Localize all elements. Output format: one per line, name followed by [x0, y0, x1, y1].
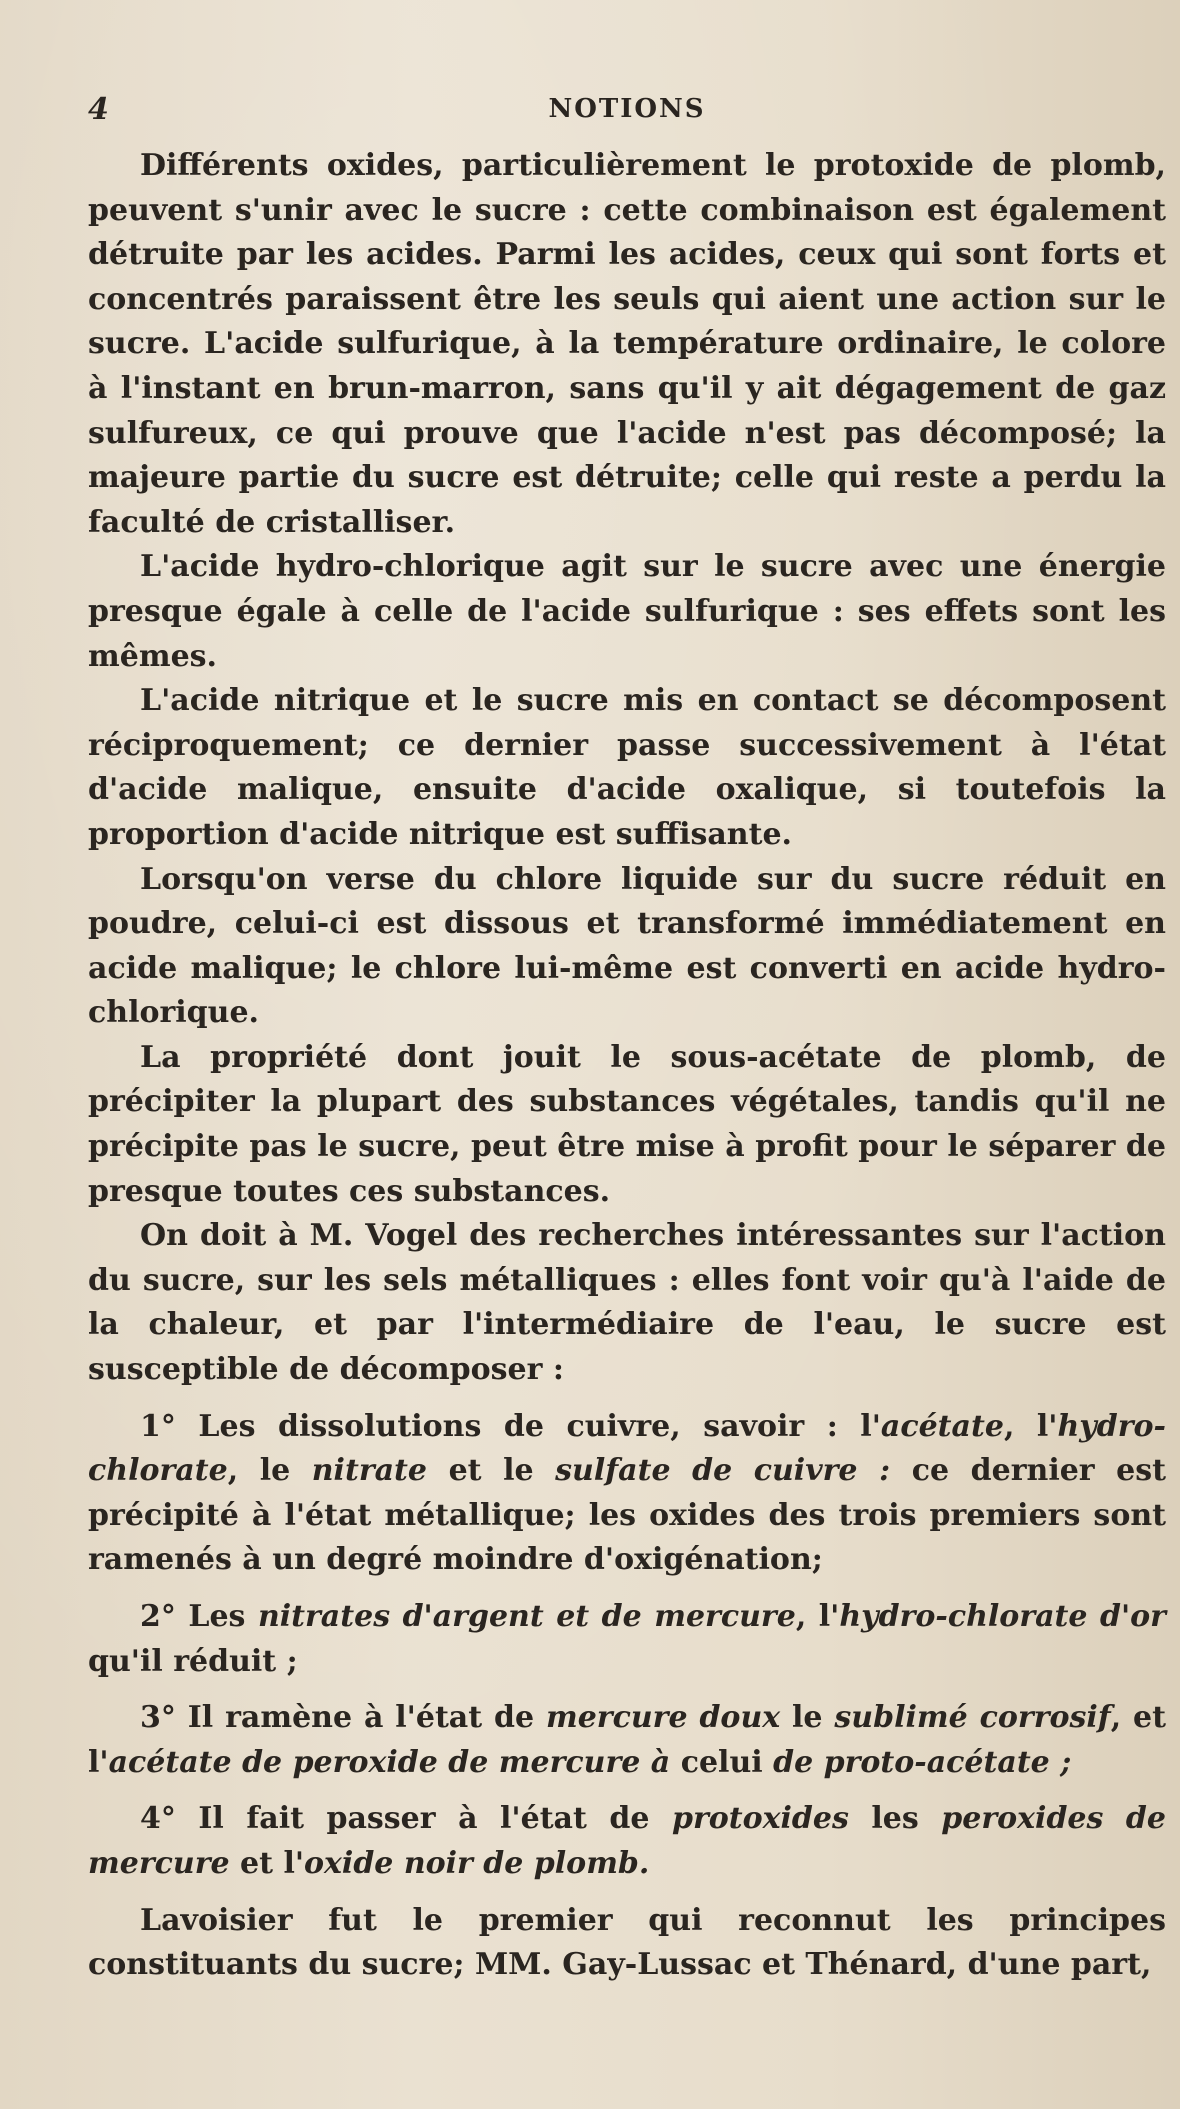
paragraph-vogel-research: On doit à M. Vogel des recherches intéressantes sur l'action du sucre, sur les sels métalliques : elles font voir qu'à l'aide de la chaleur, et par l'intermédiaire de l'eau, le sucre est susceptible de décomposer :	[88, 1218, 1166, 1388]
running-title: NOTIONS	[548, 94, 706, 124]
paragraph-oxides: Différents oxides, particulièrement le protoxide de plomb, peuvent s'unir avec le sucre : cette combinaison est également détruite par les acides. Parmi les acides, ceux qui sont forts et concentrés paraissent être les seuls qui aient une action sur le sucre. L'acide sulfurique, à la température ordinaire, le colore à l'instant en brun-marron, sans qu'il y ait dégagement de gaz sulfureux, ce qui prouve que l'acide n'est pas décomposé; la majeure partie du sucre est détruite; celle qui reste a perdu la faculté de cristalliser.	[88, 148, 1166, 540]
paragraph-hydrochloric-acid: L'acide hydro-chlorique agit sur le sucre avec une énergie presque égale à celle de l'acide sulfurique : ses effets sont les mêmes.	[88, 549, 1166, 674]
paragraph-chlorine: Lorsqu'on verse du chlore liquide sur du sucre réduit en poudre, celui-ci est dissous et transformé immédiatement en acide malique; le chlore lui-même est converti en acide hydro-chlorique.	[88, 861, 1166, 1031]
page-number: 4	[88, 92, 109, 127]
list-marker: 2°	[140, 1599, 176, 1634]
list-item-1: 1° Les dissolutions de cuivre, savoir : l'acétate, l'hydro-chlorate, le nitrate et le sulfate de cuivre : ce dernier est précipité à l'état métallique; les oxides des trois premiers sont ramenés à un degré moindre d'oxigénation;	[88, 1408, 1167, 1578]
paragraph-lavoisier: Lavoisier fut le premier qui reconnut les principes constituants du sucre; MM. Gay-Lussac et Thénard, d'une part,	[88, 1902, 1166, 1983]
list-marker: 4°	[140, 1801, 176, 1837]
body-text	[88, 144, 1166, 1988]
list-marker: 1°	[140, 1408, 176, 1444]
list-item-4: 4° Il fait passer à l'état de protoxides les peroxides de mercure et l'oxide noir de plomb.	[88, 1801, 1166, 1881]
list-marker: 3°	[140, 1700, 176, 1736]
paragraph-nitric-acid: L'acide nitrique et le sucre mis en contact se décomposent réciproquement; ce dernier passe successivement à l'état d'acide malique, ensuite d'acide oxalique, si toutefois la proportion d'acide nitrique est suffisante.	[88, 683, 1166, 852]
paragraph-lead-subacetate: La propriété dont jouit le sous-acétate de plomb, de précipiter la plupart des substances végétales, tandis qu'il ne précipite pas le sucre, peut être mise à profit pour le séparer de presque toutes ces substances.	[88, 1039, 1166, 1209]
list-item-2: 2° Les nitrates d'argent et de mercure, l'hydro-chlorate d'or qu'il réduit ;	[88, 1599, 1166, 1679]
list-item-3: 3° Il ramène à l'état de mercure doux le sublimé corrosif, et l'acétate de peroxide de mercure à celui de proto-acétate ;	[88, 1700, 1166, 1780]
running-head	[88, 92, 1166, 138]
